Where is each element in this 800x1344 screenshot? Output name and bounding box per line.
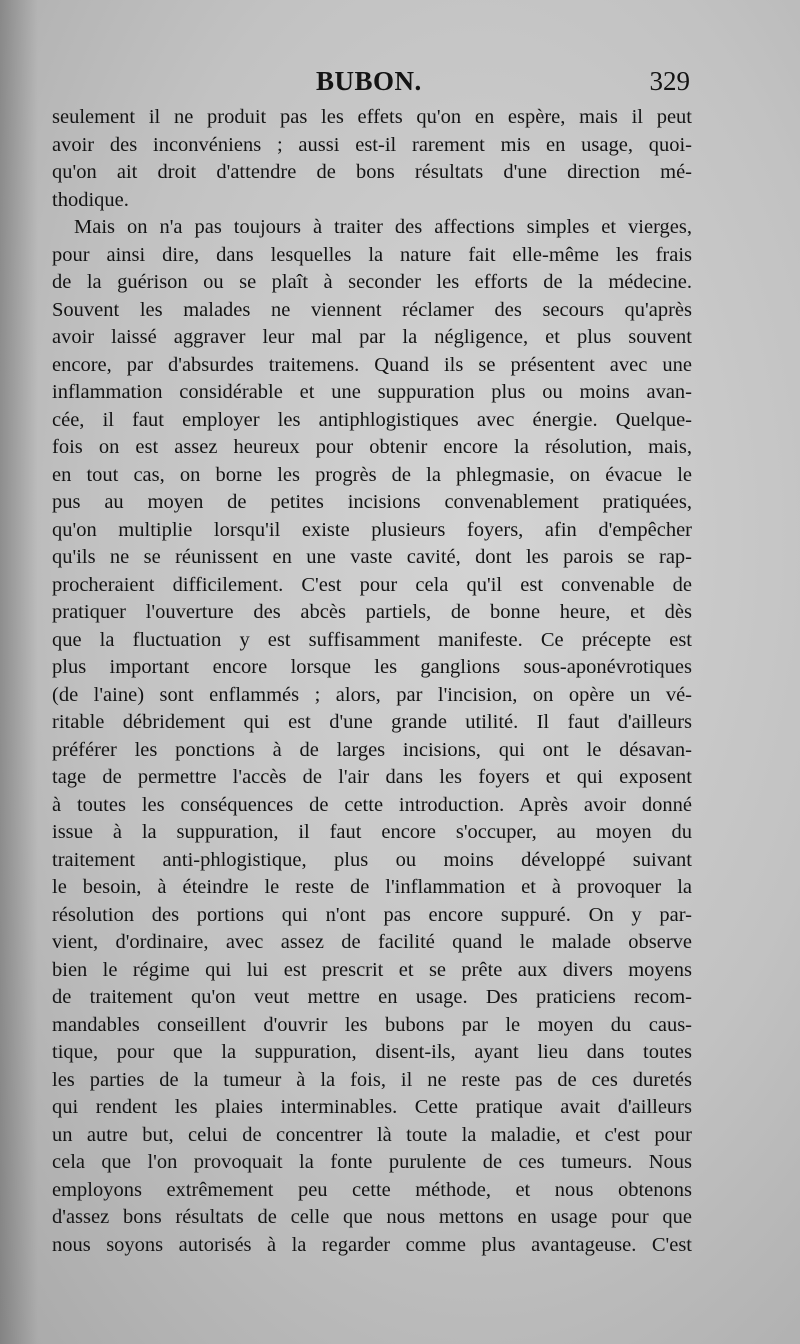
text-line: le besoin, à éteindre le reste de l'inflammation et à provoquer la bbox=[52, 876, 692, 898]
text-line: pratiquer l'ouverture des abcès partiels, de bonne heure, et dès bbox=[52, 601, 692, 623]
text-line: cée, il faut employer les antiphlogistiques avec énergie. Quelque- bbox=[52, 408, 692, 431]
text-line: pus au moyen de petites incisions convenablement pratiquées, bbox=[52, 491, 692, 513]
body-text bbox=[52, 104, 692, 1259]
text-line: traitement anti-phlogistique, plus ou moins développé suivant bbox=[52, 848, 692, 871]
text-line: de la guérison ou se plaît à seconder les efforts de la médecine. bbox=[52, 271, 692, 293]
page-number: 329 bbox=[649, 66, 690, 96]
text-line: résolution des portions qui n'ont pas encore suppuré. On y par- bbox=[52, 903, 692, 926]
text-line: vient, d'ordinaire, avec assez de facilité quand le malade observe bbox=[52, 931, 692, 953]
text-line: d'assez bons résultats de celle que nous mettons en usage pour que bbox=[52, 1206, 692, 1228]
text-line: en tout cas, on borne les progrès de la phlegmasie, on évacue le bbox=[52, 463, 692, 486]
text-line: un autre but, celui de concentrer là toute la maladie, et c'est pour bbox=[52, 1123, 692, 1146]
text-line: préférer les ponctions à de larges incisions, qui ont le désavan- bbox=[52, 738, 692, 761]
text-line: qui rendent les plaies interminables. Cette pratique avait d'ailleurs bbox=[52, 1096, 692, 1118]
text-line: procheraient difficilement. C'est pour cela qu'il est convenable de bbox=[52, 573, 692, 596]
text-line: fois on est assez heureux pour obtenir encore la résolution, mais, bbox=[52, 436, 692, 458]
text-line: Mais on n'a pas toujours à traiter des affections simples et vierges, bbox=[74, 216, 692, 238]
text-line: bien le régime qui lui est prescrit et se prête aux divers moyens bbox=[52, 958, 692, 981]
text-line: les parties de la tumeur à la fois, il ne reste pas de ces duretés bbox=[52, 1068, 692, 1091]
text-line: seulement il ne produit pas les effets qu'on en espère, mais il peut bbox=[52, 106, 692, 128]
text-line: ritable débridement qui est d'une grande utilité. Il faut d'ailleurs bbox=[52, 711, 692, 733]
page-edge-shadow bbox=[0, 0, 38, 1344]
page-title: BUBON. bbox=[316, 66, 422, 96]
text-line: avoir des inconvéniens ; aussi est-il rarement mis en usage, quoi- bbox=[52, 133, 692, 156]
running-head bbox=[56, 66, 690, 100]
text-line: à toutes les conséquences de cette introduction. Après avoir donné bbox=[52, 793, 692, 816]
text-line: de traitement qu'on veut mettre en usage. Des praticiens recom- bbox=[52, 986, 692, 1008]
text-line: encore, par d'absurdes traitemens. Quand ils se présentent avec une bbox=[52, 353, 692, 376]
text-line: issue à la suppuration, il faut encore s'occuper, au moyen du bbox=[52, 821, 692, 843]
text-line: (de l'aine) sont enflammés ; alors, par l'incision, on opère un vé- bbox=[52, 683, 692, 706]
text-line: qu'on multiplie lorsqu'il existe plusieurs foyers, afin d'empêcher bbox=[52, 518, 692, 541]
text-line: inflammation considérable et une suppuration plus ou moins avan- bbox=[52, 381, 692, 403]
text-line: employons extrêmement peu cette méthode, et nous obtenons bbox=[52, 1178, 692, 1201]
text-line: pour ainsi dire, dans lesquelles la nature fait elle-même les frais bbox=[52, 243, 692, 266]
text-line: avoir laissé aggraver leur mal par la négligence, et plus souvent bbox=[52, 326, 692, 348]
text-line: qu'ils ne se réunissent en une vaste cavité, dont les parois se rap- bbox=[52, 546, 692, 568]
text-line: que la fluctuation y est suffisamment manifeste. Ce précepte est bbox=[52, 628, 692, 651]
text-line: Souvent les malades ne viennent réclamer des secours qu'après bbox=[52, 298, 692, 321]
text-line: tage de permettre l'accès de l'air dans les foyers et qui exposent bbox=[52, 766, 692, 788]
text-line: qu'on ait droit d'attendre de bons résultats d'une direction mé- bbox=[52, 161, 692, 183]
text-line: mandables conseillent d'ouvrir les bubons par le moyen du caus- bbox=[52, 1013, 692, 1036]
text-line: tique, pour que la suppuration, disent-ils, ayant lieu dans toutes bbox=[52, 1041, 692, 1063]
text-line: plus important encore lorsque les ganglions sous-aponévrotiques bbox=[52, 656, 692, 678]
text-line: thodique. bbox=[52, 188, 129, 211]
text-line: nous soyons autorisés à la regarder comme plus avantageuse. C'est bbox=[52, 1233, 692, 1256]
text-line: cela que l'on provoquait la fonte purulente de ces tumeurs. Nous bbox=[52, 1151, 692, 1173]
